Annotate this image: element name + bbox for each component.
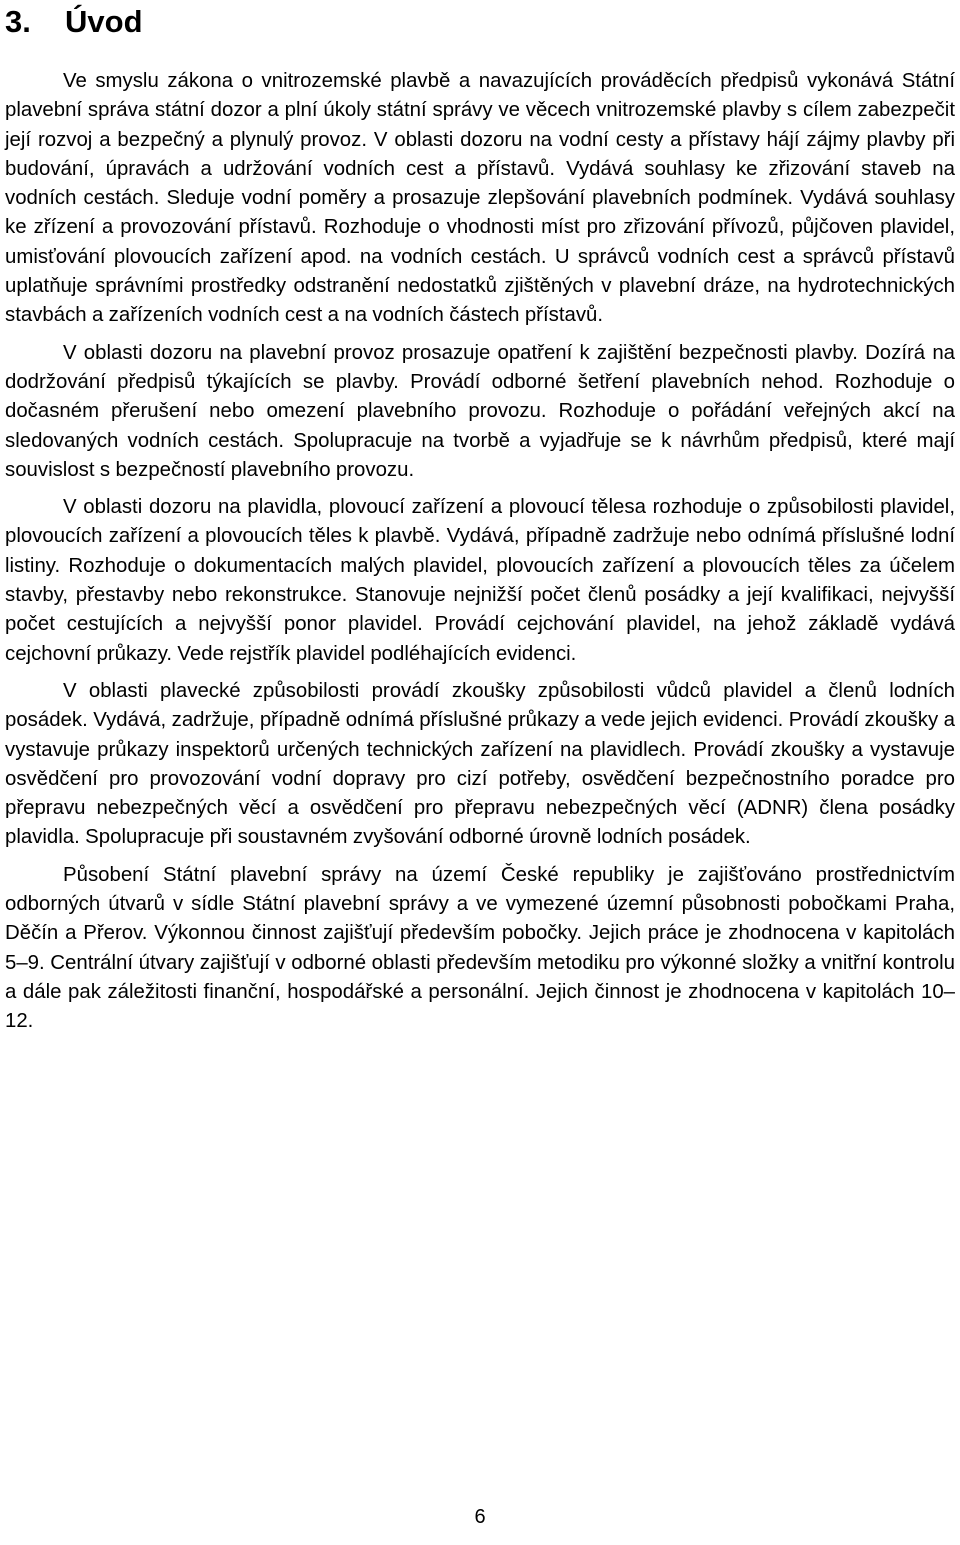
body-text [5,67,955,1045]
paragraph-organization: Působení Státní plavební správy na území České republiky je zajišťováno prostřednictvím odborných útvarů v sídle Státní plavební správy a ve vymezené územní působnosti pobočkami Praha, Děčín a Přerov. Výkonnou činnost zajišťují především pobočky. Jejich práce je zhodnocena v kapitolách 5–9. Centrální útvary zajišťují v odborné oblasti především metodiku pro výkonné složky a vnitřní kontrolu a dále pak záležitosti finanční, hospodářské a personální. Jejich činnost je zhodnocena v kapitolách 10–12. [5,863,955,1033]
paragraph-vessels: V oblasti dozoru na plavidla, plovoucí zařízení a plovoucí tělesa rozhoduje o způsobilosti plavidel, plovoucích zařízení a plovoucích těles k plavbě. Vydává, případně zadržuje nebo odnímá příslušné lodní listiny. Rozhoduje o dokumentacích malých plavidel, plovoucích zařízení a plovoucích těles za účelem stavby, přestavby nebo rekonstrukce. Stanovuje nejnižší počet členů posádky a její kvalifikaci, nejvyšší počet cestujících a nejvyšší ponor plavidel. Provádí cejchování plavidel, na jehož základě vydává cejchovní průkazy. Vede rejstřík plavidel podléhajících evidenci. [5,496,955,665]
paragraph-intro: Ve smyslu zákona o vnitrozemské plavbě a navazujících prováděcích předpisů vykonává Státní plavební správa státní dozor a plní úkoly státní správy ve věcech vnitrozemské plavby s cílem zabezpečit její rozvoj a bezpečný a plynulý provoz. V oblasti dozoru na vodní cesty a přístavy hájí zájmy plavby při budování, úpravách a udržování vodních cest a přístavů. Vydává souhlasy ke zřizování staveb na vodních cestách. Sleduje vodní poměry a prosazuje zlepšování plavebních podmínek. Vydává souhlasy ke zřízení a provozování přístavů. Rozhoduje o vhodnosti míst pro zřizování přívozů, půjčoven plavidel, umisťování plovoucích zařízení apod. na vodních cestách. U správců vodních cest a správců přístavů uplatňuje správními prostředky odstranění nedostatků zjištěných v plavební dráze, na hydrotechnických stavbách a zařízeních vodních cest a na vodních částech přístavů. [5,70,955,327]
section-heading [5,2,143,42]
paragraph-competence: V oblasti plavecké způsobilosti provádí zkoušky způsobilosti vůdců plavidel a členů lodních posádek. Vydává, zadržuje, případně odnímá příslušné průkazy a vede jejich evidenci. Provádí zkoušky a vystavuje průkazy inspektorů určených technických zařízení na plavidlech. Provádí zkoušky a vystavuje osvědčení pro provozování vodní dopravy pro cizí potřeby, osvědčení bezpečnostního poradce pro přepravu nebezpečných věcí a osvědčení pro přepravu nebezpečných věcí (ADNR) člena posádky plavidla. Spolupracuje při soustavném zvyšování odborné úrovně lodních posádek. [5,679,955,849]
section-number: 3. [5,4,31,39]
paragraph-traffic: V oblasti dozoru na plavební provoz prosazuje opatření k zajištění bezpečnosti plavby. Dozírá na dodržování předpisů týkajících se plavby. Provádí odborné šetření plavebních nehod. Rozhoduje o dočasném přerušení nebo omezení plavebního provozu. Rozhoduje o pořádání veřejných akcí na sledovaných vodních cestách. Spolupracuje na tvorbě a vyjadřuje se k návrhům předpisů, které mají souvislost s bezpečností plavebního provozu. [5,341,955,481]
section-title: Úvod [65,4,143,39]
page-number: 6 [474,1506,486,1528]
